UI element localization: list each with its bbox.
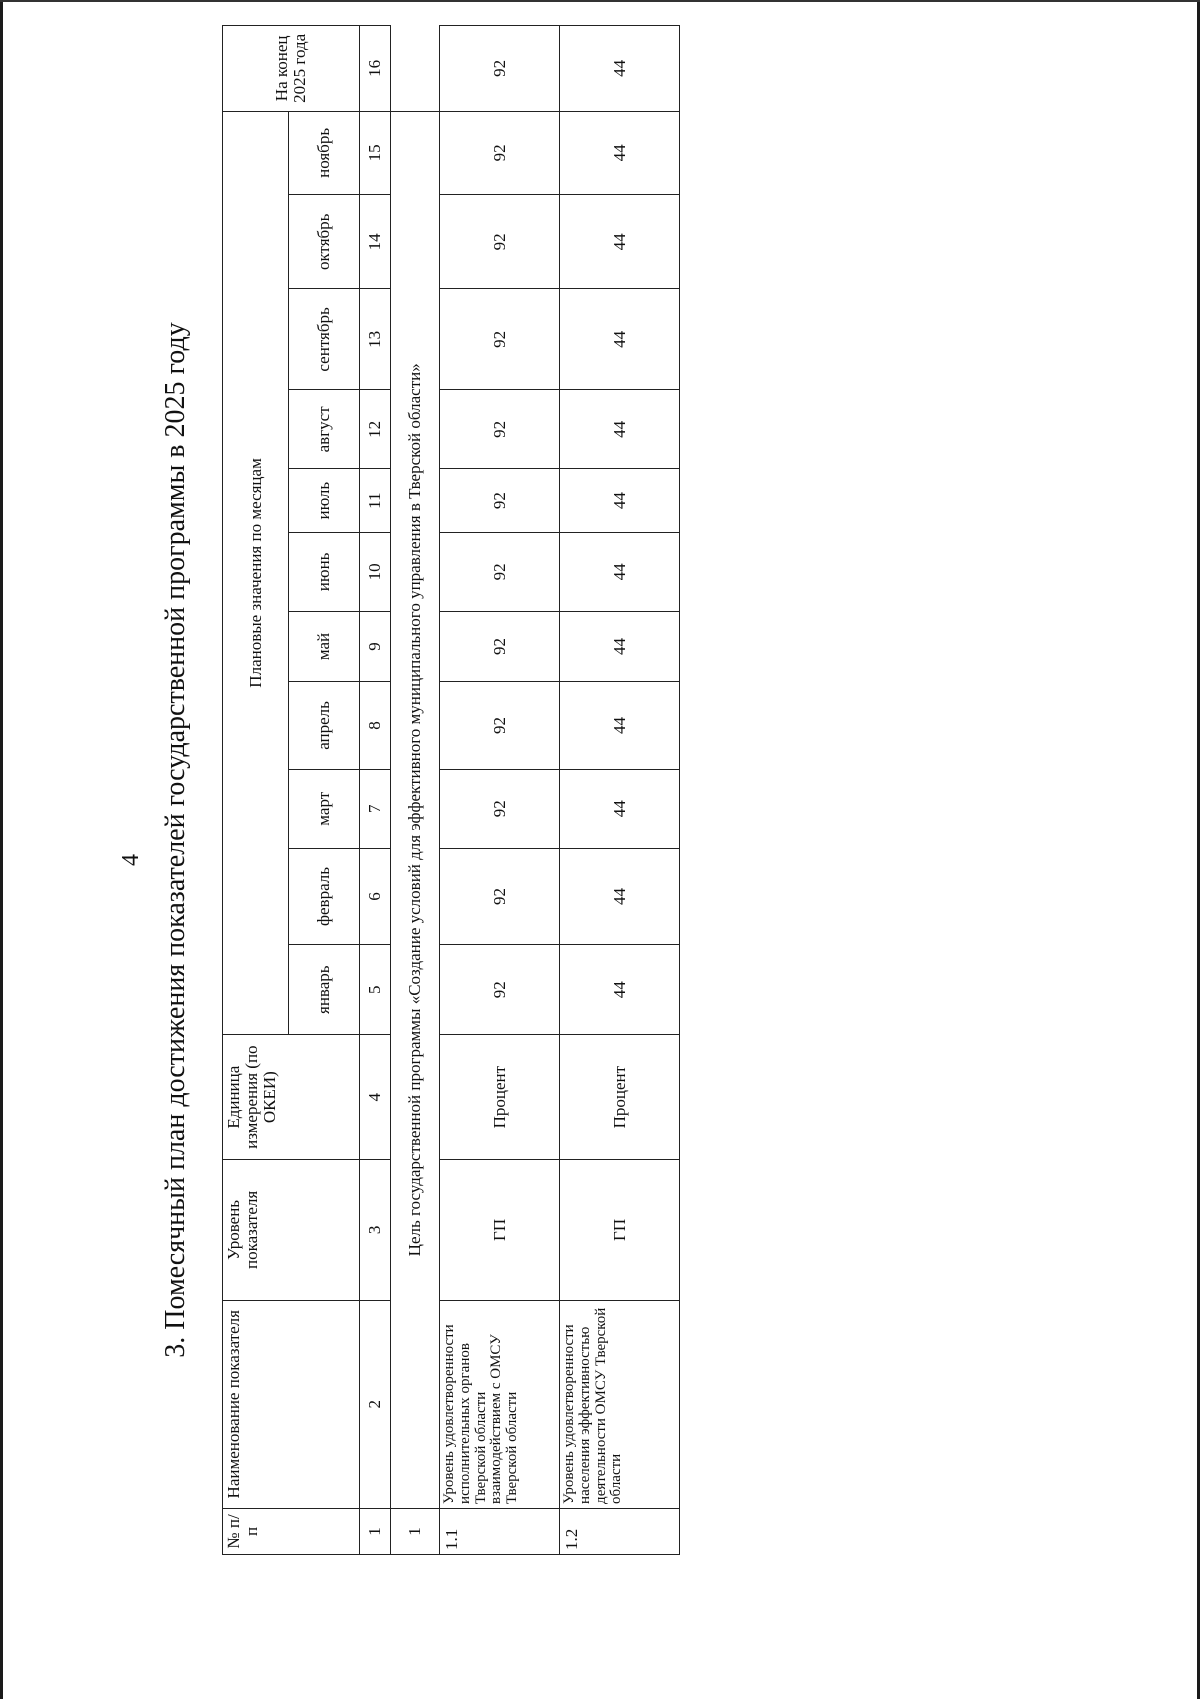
header-unit: Единица измерения (по ОКЕИ) <box>223 1035 360 1160</box>
month-value: 44 <box>560 469 680 533</box>
header-name: Наименование показателя <box>223 1300 360 1508</box>
header-month: июнь <box>289 532 360 611</box>
column-index: 11 <box>360 469 391 533</box>
column-index: 14 <box>360 195 391 289</box>
month-value: 92 <box>440 611 560 681</box>
indicator-unit: Процент <box>560 1035 680 1160</box>
scan-edge-top <box>0 0 1200 2</box>
end-of-year-value: 92 <box>440 26 560 112</box>
column-index: 3 <box>360 1160 391 1300</box>
indicator-level: ГП <box>560 1160 680 1300</box>
month-value: 44 <box>560 289 680 390</box>
month-value: 92 <box>440 390 560 469</box>
document-title: 3. Помесячный план достижения показателей государственной программы в 2025 году <box>160 322 191 1358</box>
header-month: июль <box>289 469 360 533</box>
month-value: 44 <box>560 848 680 945</box>
month-value: 92 <box>440 848 560 945</box>
row-num: 1.2 <box>560 1508 680 1554</box>
goal-text: Цель государственной программы «Создание условий для эффективного муниципального управления в Тверской области» <box>391 111 440 1508</box>
header-month: январь <box>289 945 360 1035</box>
indicator-unit: Процент <box>440 1035 560 1160</box>
header-month: февраль <box>289 848 360 945</box>
indicators-plan-table <box>222 25 680 1555</box>
month-value: 44 <box>560 769 680 848</box>
column-index: 4 <box>360 1035 391 1160</box>
header-month: октябрь <box>289 195 360 289</box>
month-value: 44 <box>560 390 680 469</box>
month-value: 44 <box>560 945 680 1035</box>
table-row <box>440 26 560 1555</box>
column-index: 16 <box>360 26 391 112</box>
indicator-name: Уровень удовлетворенности населения эффективностью деятельности ОМСУ Тверской области <box>560 1300 680 1508</box>
header-monthly-group: Плановые значения по месяцам <box>223 111 289 1035</box>
header-month: ноябрь <box>289 111 360 195</box>
column-index: 10 <box>360 532 391 611</box>
goal-empty-cell <box>391 26 440 112</box>
month-value: 92 <box>440 945 560 1035</box>
header-num: № п/п <box>223 1508 360 1554</box>
month-value: 44 <box>560 195 680 289</box>
header-month: апрель <box>289 682 360 770</box>
column-index: 13 <box>360 289 391 390</box>
indicator-level: ГП <box>440 1160 560 1300</box>
column-index: 15 <box>360 111 391 195</box>
column-index: 6 <box>360 848 391 945</box>
page-number: 4 <box>118 854 144 866</box>
month-value: 92 <box>440 195 560 289</box>
month-value: 92 <box>440 769 560 848</box>
goal-num: 1 <box>391 1508 440 1554</box>
month-value: 44 <box>560 532 680 611</box>
month-value: 92 <box>440 532 560 611</box>
indicator-name: Уровень удовлетворенности исполнительных органов Тверской области взаимодействием с ОМСУ Тверской области <box>440 1300 560 1508</box>
month-value: 92 <box>440 289 560 390</box>
column-index: 9 <box>360 611 391 681</box>
header-month: май <box>289 611 360 681</box>
column-index-row <box>360 26 391 1555</box>
column-index: 1 <box>360 1508 391 1554</box>
end-of-year-value: 44 <box>560 26 680 112</box>
header-month: март <box>289 769 360 848</box>
column-index: 5 <box>360 945 391 1035</box>
header-month: сентябрь <box>289 289 360 390</box>
month-value: 44 <box>560 611 680 681</box>
column-index: 12 <box>360 390 391 469</box>
month-value: 44 <box>560 682 680 770</box>
column-index: 7 <box>360 769 391 848</box>
row-num: 1.1 <box>440 1508 560 1554</box>
goal-row <box>391 26 440 1555</box>
rotated-page <box>0 33 1200 1640</box>
column-index: 2 <box>360 1300 391 1508</box>
header-end-of-year: На конец 2025 года <box>223 26 360 112</box>
table-row <box>560 26 680 1555</box>
month-value: 44 <box>560 111 680 195</box>
month-value: 92 <box>440 682 560 770</box>
month-value: 92 <box>440 111 560 195</box>
column-index: 8 <box>360 682 391 770</box>
header-level: Уровень показателя <box>223 1160 360 1300</box>
header-month: август <box>289 390 360 469</box>
month-value: 92 <box>440 469 560 533</box>
